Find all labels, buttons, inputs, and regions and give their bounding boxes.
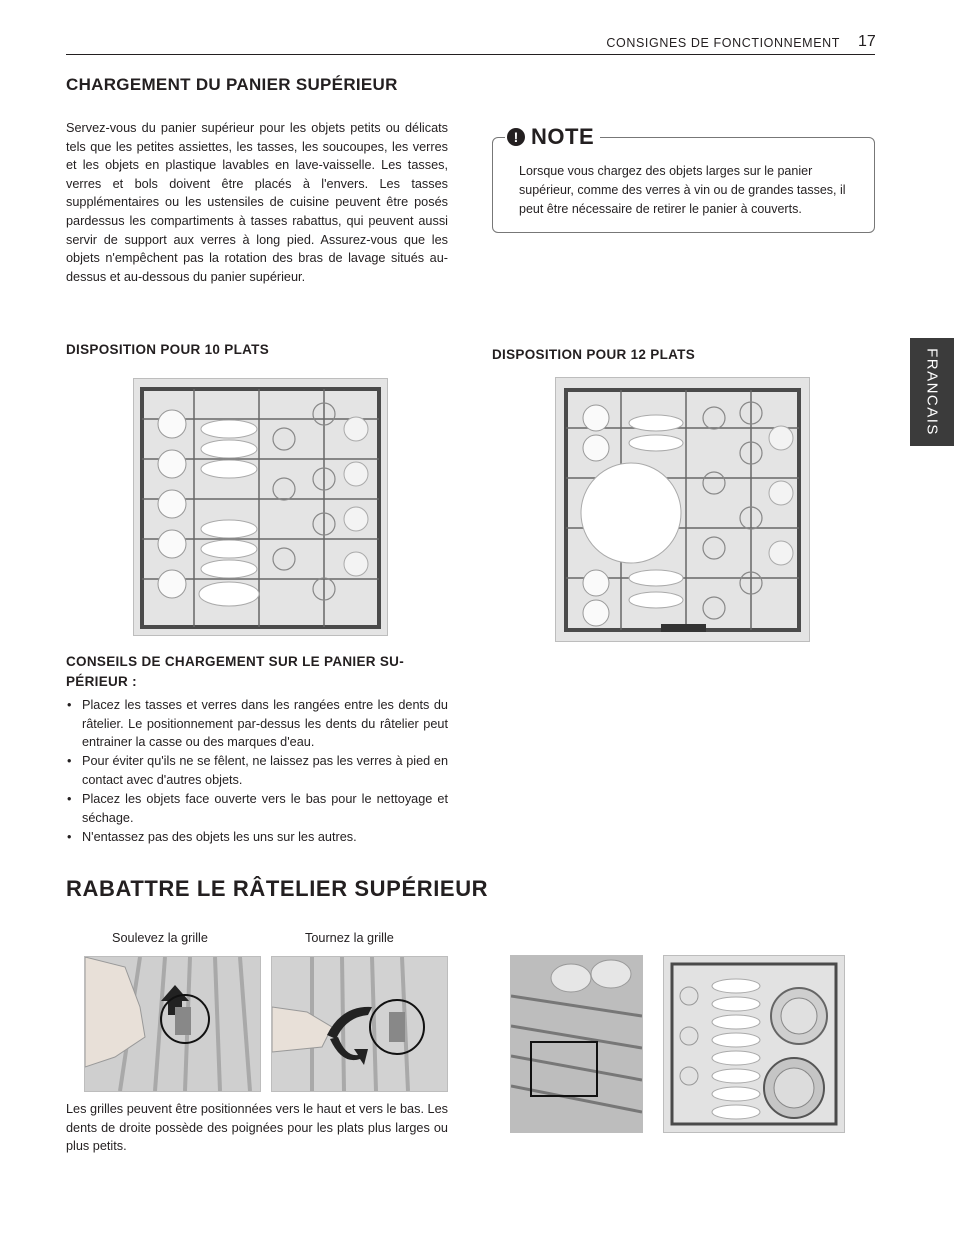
upper-rack-text: Servez-vous du panier supérieur pour les objets petits ou délicats tels que les petites assiettes, les tasses, les soucoupes, les verres et les objets en plastique lavables en lave-vaisselle. Les tasses, verres et bols doivent être placés à l'envers. Les tasses supplémentaires ou les ustensiles de cuisine peuvent être posés pardessus les compartiments à tasses rabattus, qui peuvent aussi servir de support aux verres à long pied. Assurez-vous que les objets n'empêchent pas la rotation des bras de lavage situés au-dessus et au-dessous du panier supérieur. bbox=[66, 121, 448, 284]
fold-rack-heading: RABATTRE LE RÂTELIER SUPÉRIEUR bbox=[66, 876, 489, 901]
tips-heading bbox=[66, 652, 404, 692]
caption-lift: Soulevez la grille bbox=[112, 931, 208, 945]
list-item: • N'entassez pas des objets les uns sur les autres. bbox=[66, 828, 448, 847]
layout-12-heading: DISPOSITION POUR 12 PLATS bbox=[492, 347, 696, 362]
rack-photo-10-plates bbox=[133, 378, 388, 636]
photo-turn-tines bbox=[271, 956, 448, 1092]
note-text: Lorsque vous chargez des objets larges sur le panier supérieur, comme des verres à vin ou de grandes tasses, il peut être nécessaire de retirer le panier à couverts. bbox=[519, 164, 846, 216]
tips-list bbox=[66, 696, 448, 847]
upper-rack-heading: CHARGEMENT DU PANIER SUPÉRIEUR bbox=[66, 75, 398, 94]
rack-photo-12-plates bbox=[555, 377, 810, 642]
photo-rack-with-pots bbox=[663, 955, 845, 1133]
note-title: NOTE bbox=[531, 124, 595, 149]
list-item: • Pour éviter qu'ils ne se fêlent, ne laissez pas les verres à pied en contact avec d'autres objets. bbox=[66, 752, 448, 789]
tips-heading-line2: PÉRIEUR : bbox=[66, 674, 137, 689]
layout-10-heading: DISPOSITION POUR 10 PLATS bbox=[66, 342, 270, 357]
list-item: • Placez les tasses et verres dans les rangées entre les dents du râtelier. Le positionnement par-dessus les dents du râtelier peut entrainer la casse ou des marques d'eau. bbox=[66, 696, 448, 752]
fold-rack-text: Les grilles peuvent être positionnées vers le haut et vers le bas. Les dents de droite possède des poignées pour les plats plus larges ou plus petits. bbox=[66, 1102, 448, 1154]
list-item: • Placez les objets face ouverte vers le bas pour le nettoyage et séchage. bbox=[66, 790, 448, 827]
page-number: 17 bbox=[858, 33, 876, 50]
note-heading bbox=[505, 124, 600, 150]
tips-heading-line1: CONSEILS DE CHARGEMENT SUR LE PANIER SU- bbox=[66, 654, 405, 669]
header-rule bbox=[66, 54, 875, 55]
header-section-title: CONSIGNES DE FONCTIONNEMENT bbox=[606, 36, 840, 50]
language-tab-label: FRANCAIS bbox=[923, 348, 941, 436]
caption-turn: Tournez la grille bbox=[305, 931, 394, 945]
language-tab bbox=[910, 338, 954, 446]
photo-folded-tines-closeup bbox=[510, 955, 643, 1133]
exclamation-icon: ! bbox=[507, 128, 525, 146]
photo-lift-tines bbox=[84, 956, 261, 1092]
